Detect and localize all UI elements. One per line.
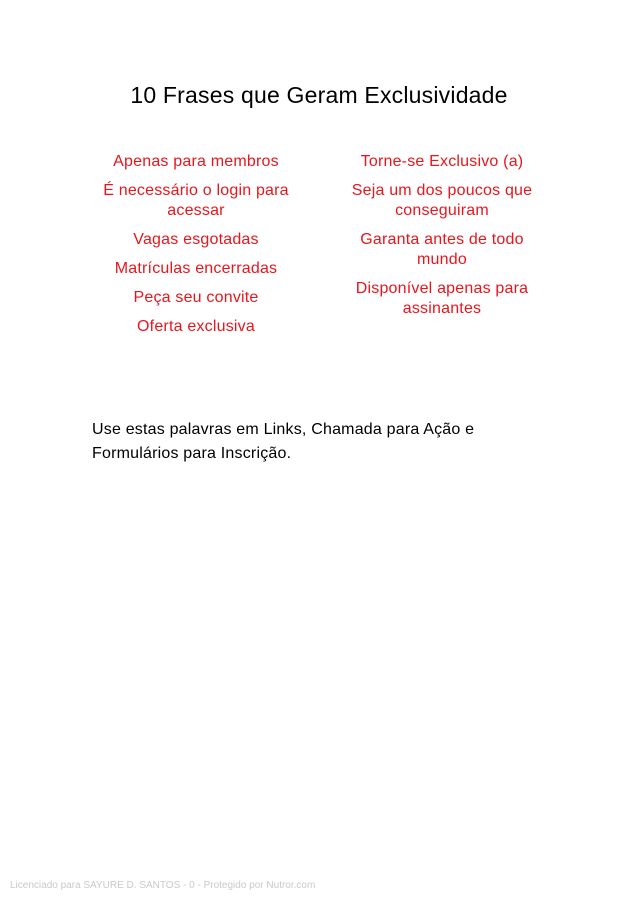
phrase-item: É necessário o login para acessar: [103, 182, 289, 219]
phrase-item: Matrículas encerradas: [114, 260, 278, 277]
phrase-list-right: [329, 152, 555, 328]
phrase-item: Seja um dos poucos que conseguiram: [351, 182, 533, 219]
phrase-item: Vagas esgotadas: [133, 231, 259, 248]
phrase-item: Disponível apenas para assinantes: [355, 280, 529, 317]
phrase-item: Garanta antes de todo mundo: [360, 231, 524, 268]
phrase-list-left: [88, 152, 304, 346]
phrase-item: Oferta exclusiva: [137, 318, 255, 335]
phrase-item: Torne-se Exclusivo (a): [360, 153, 524, 170]
license-footer: Licenciado para SAYURE D. SANTOS - 0 - Protegido por Nutror.com: [10, 880, 316, 891]
phrase-item: Apenas para membros: [113, 153, 279, 170]
phrase-item: Peça seu convite: [133, 289, 259, 306]
page-title: 10 Frases que Geram Exclusividade: [130, 82, 508, 108]
usage-instructions: Use estas palavras em Links, Chamada para Ação e Formulários para Inscrição.: [92, 421, 475, 462]
